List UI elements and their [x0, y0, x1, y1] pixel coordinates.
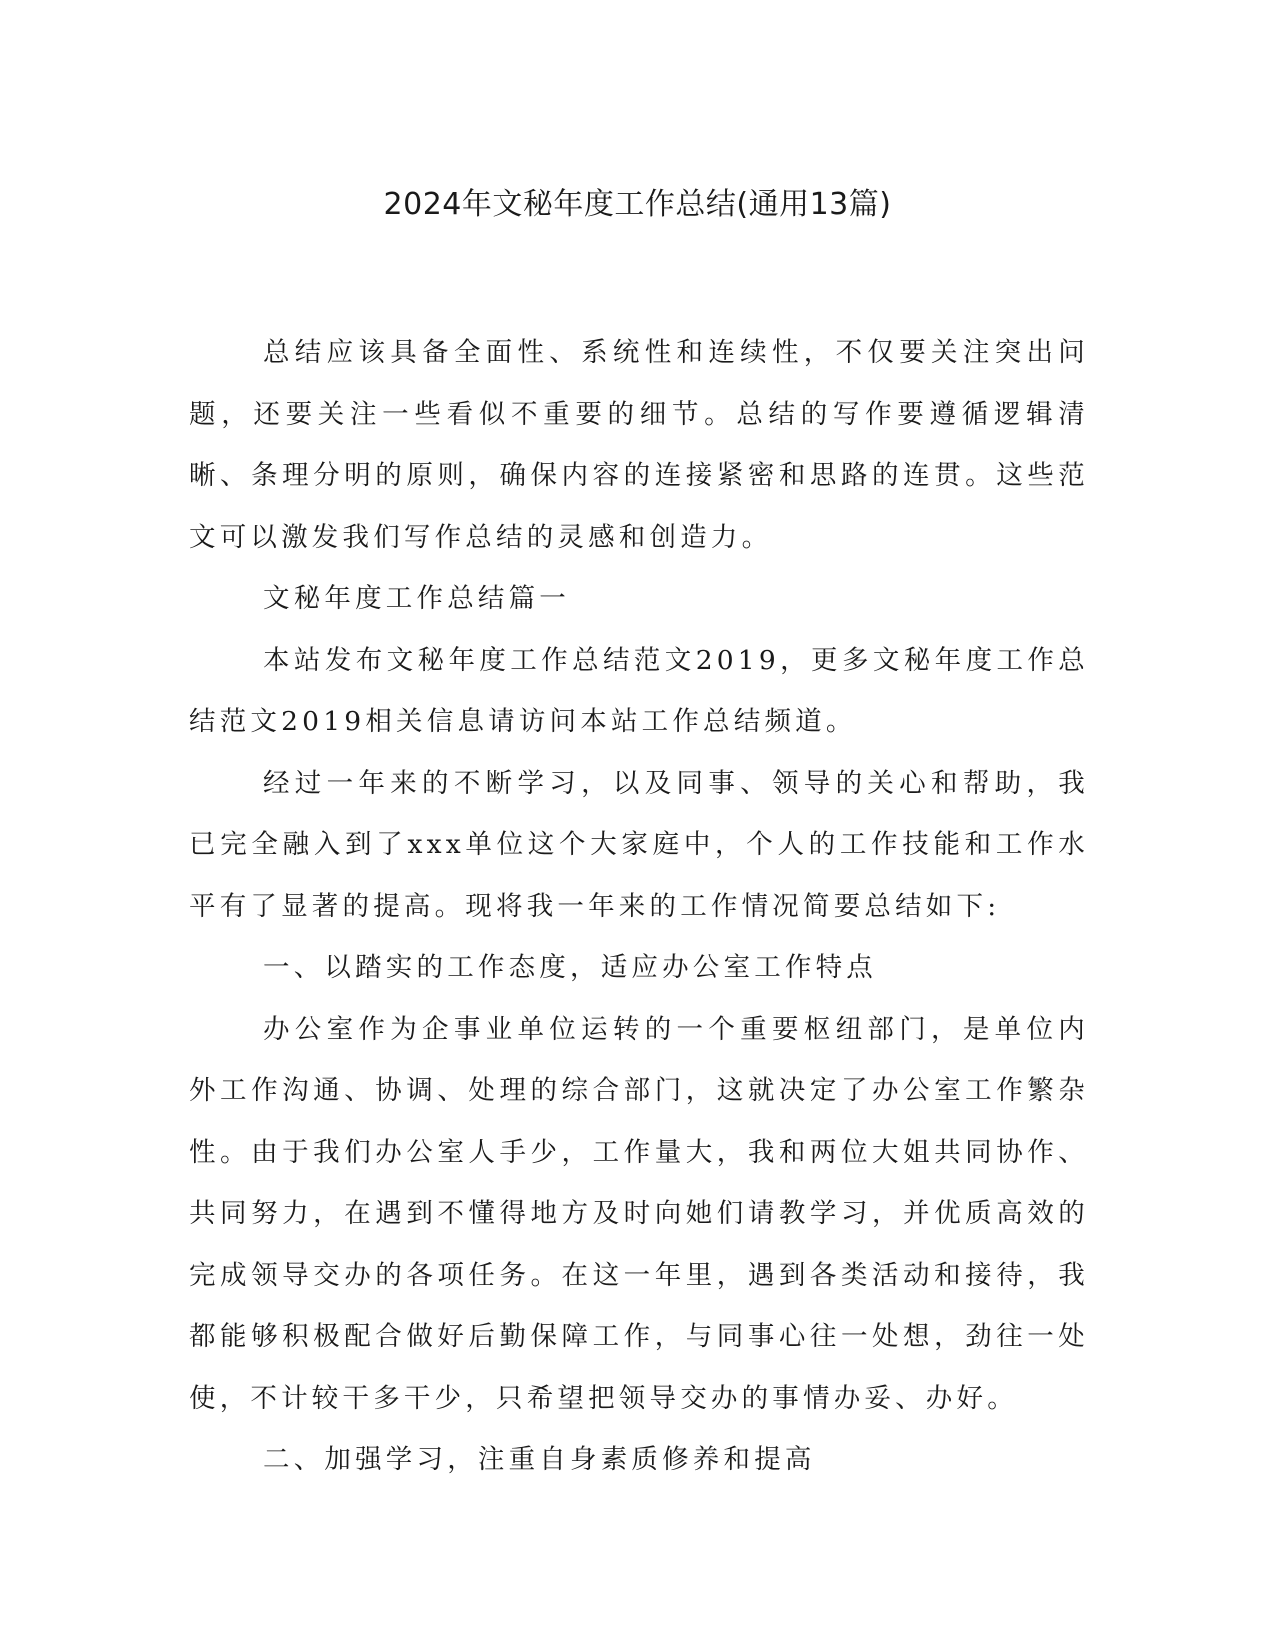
section-heading-part-one: 文秘年度工作总结篇一: [263, 583, 570, 614]
document-title: 2024年文秘年度工作总结(通用13篇): [383, 187, 892, 222]
subheading-self-improvement: 二、加强学习，注重自身素质修养和提高: [263, 1444, 816, 1475]
body-paragraph-overview: 经过一年来的不断学习，以及同事、领导的关心和帮助，我已完全融入到了xxx单位这个大家庭中，个人的工作技能和工作水平有了显著的提高。现将我一年来的工作情况简要总结如下:: [189, 767, 1089, 922]
document-body: [189, 322, 1089, 1491]
intro-paragraph: 总结应该具备全面性、系统性和连续性，不仅要关注突出问题，还要关注一些看似不重要的细节。总结的写作要遵循逻辑清晰、条理分明的原则，确保内容的连接紧密和思路的连贯。这些范文可以激发我们写作总结的灵感和创造力。: [189, 337, 1089, 553]
body-paragraph-office-work: 办公室作为企事业单位运转的一个重要枢纽部门，是单位内外工作沟通、协调、处理的综合部门，这就决定了办公室工作繁杂性。由于我们办公室人手少，工作量大，我和两位大姐共同协作、共同努力，在遇到不懂得地方及时向她们请教学习，并优质高效的完成领导交办的各项任务。在这一年里，遇到各类活动和接待，我都能够积极配合做好后勤保障工作，与同事心往一处想，劲往一处使，不计较干多干少，只希望把领导交办的事情办妥、办好。: [189, 1013, 1089, 1414]
body-paragraph-site-notice: 本站发布文秘年度工作总结范文2019，更多文秘年度工作总结范文2019相关信息请访问本站工作总结频道。: [189, 644, 1089, 737]
subheading-work-attitude: 一、以踏实的工作态度，适应办公室工作特点: [263, 952, 877, 983]
